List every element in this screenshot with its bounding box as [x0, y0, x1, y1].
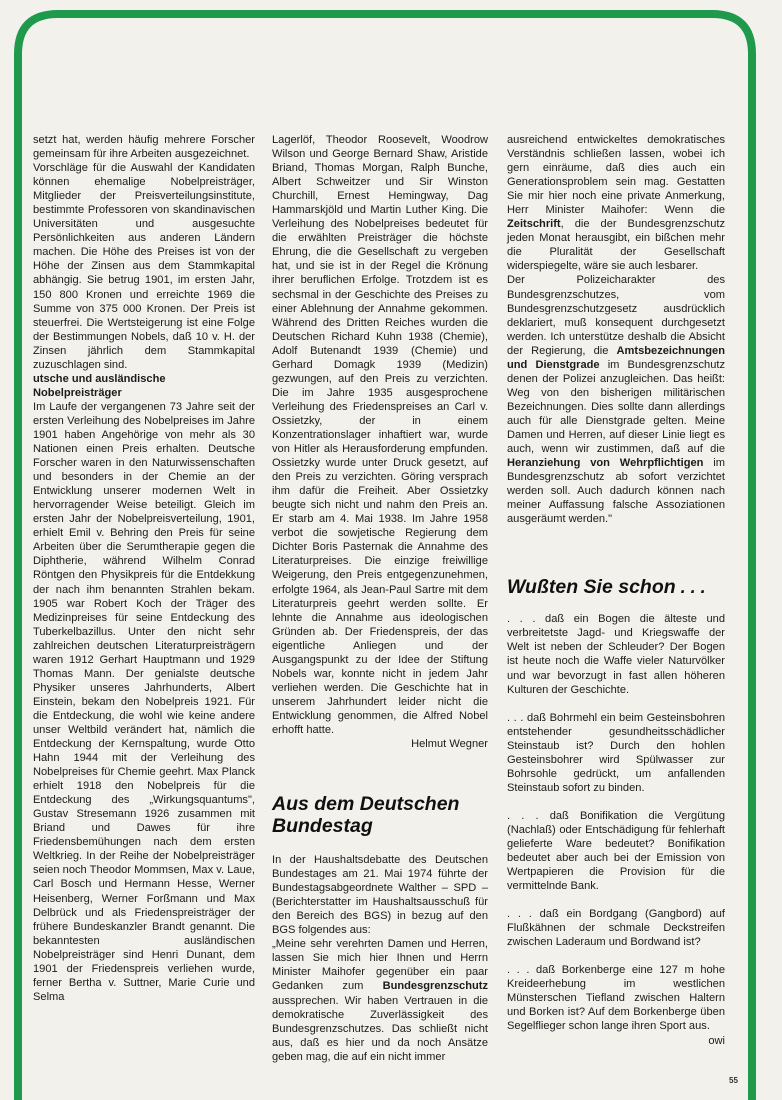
- author-name: Helmut Wegner: [411, 738, 488, 751]
- subheading-nobel-laureates: utsche und ausländische Nobelpreisträger: [33, 372, 166, 399]
- bold-term: Bundesgrenzschutz: [382, 980, 488, 993]
- signoff: owi: [708, 1034, 725, 1047]
- column-middle: [272, 133, 488, 1064]
- bold-term: Heranziehung von Wehrpflichtigen: [507, 457, 704, 470]
- text-run: , die der Bundesgrenzschutz jeden Monat herausgibt, ein bißchen mehr die Pluralität der Gesellschaft widerspiegelte, wäre sie auch lesbarer.: [507, 218, 725, 273]
- paragraph: [272, 937, 488, 1063]
- text-run: Der Polizeicharakter des Bundesgrenzschutzes, vom Bundesgrenzschutzgesetz ausdrücklich deklariert, muß konsequent durchgesetzt werden. Ich unterstütze deshalb die Absicht der Regierung, die: [507, 274, 725, 357]
- column-left: [33, 133, 255, 1004]
- section-title-text: Wußten Sie schon: [507, 576, 676, 599]
- section-title-bundestag: Aus dem Deutschen Bundestag: [272, 793, 460, 838]
- section-title-dots: . . .: [675, 577, 706, 598]
- page-number: 55: [729, 1076, 738, 1085]
- section-title-wussten-sie-schon: [507, 576, 725, 598]
- fact-item: . . . daß ein Bogen die älteste und verbreitetste Jagd- und Kriegswaffe der Welt ist neben der Schleuder? Der Bogen ist heute noch die Waffe vieler Naturvölker und war bevorzugt in fast allen höheren Kulturen der Geschichte.: [507, 613, 725, 696]
- text-run: „Meine sehr verehrten Damen und Herren, lassen Sie mich hier Ihnen und Herrn Minister Maihofer gegenüber ein paar Gedanken zum: [272, 938, 488, 993]
- paragraph: setzt hat, werden häufig mehrere Forscher gemeinsam für ihre Arbeiten ausgezeichnet.: [33, 134, 255, 161]
- column-right: [507, 133, 725, 1048]
- fact-item: . . . daß ein Bordgang (Gangbord) auf Flußkähnen der schmale Deckstreifen zwischen Laderaum und Bordwand ist?: [507, 908, 725, 949]
- paragraph: Vorschläge für die Auswahl der Kandidaten können ehemalige Nobelpreisträger, Mitglieder der Preisverteilungsinstitute, bestimmte Professoren von skandinavischen Universitäten und ausgesuchte Persönlichkeiten aus anderen Ländern machen. Die Höhe des Preises ist von der Höhe der Zinsen aus dem Stammkapital abhängig. Sie betrug 1901, im ersten Jahr, 150 800 Kronen und erreichte 1969 die Summe von 375 000 Kronen. Der Preis ist steuerfrei. Die Wertsteigerung ist eine Folge der Bestimmungen Nobels, daß 10 v. H. der Zinsen jährlich dem Stammkapital zuzuschlagen sind.: [33, 162, 255, 371]
- paragraph: [507, 133, 725, 273]
- bold-term: Zeitschrift: [507, 218, 561, 231]
- paragraph: [507, 273, 725, 526]
- text-run: aussprechen. Wir haben Vertrauen in die demokratische Zuverlässigkeit des Bundesgrenzschutzes. Das schließt nicht aus, daß es hier und da noch Ansätze geben mag, die auf ein nicht immer: [272, 994, 488, 1063]
- paragraph: In der Haushaltsdebatte des Deutschen Bundestages am 21. Mai 1974 führte der Bundestagsabgeordnete Walther – SPD – (Berichterstatter im Haushaltsausschuß für den Bereich des BGS) in bezug auf den BGS folgendes aus:: [272, 854, 488, 937]
- paragraph: Im Laufe der vergangenen 73 Jahre seit der ersten Verleihung des Nobelpreises im Jahre 1901 haben Angehörige von mehr als 30 Nationen einen Preis erhalten. Deutsche Forscher waren in den Naturwissenschaften und besonders in der Chemie an der Entwicklung unserer modernen Welt in hervorragender Weise beteiligt. Gleich im ersten Jahr der Nobelpreisverteilung, 1901, erhielt Emil v. Behring den Preis für seine Arbeiten über die Serumtherapie gegen die Diphtherie, während Wilhelm Conrad Röntgen den Physikpreis für die Entdekkung der nach ihm benannten Strahlen bekam. 1905 war Robert Koch der Träger des Medizinpreises für seine Entdeckung des Tuberkelbazillus. Unter den nicht sehr zahlreichen deutschen Literaturpreisträgern waren 1912 Gerhart Hauptmann und 1929 Thomas Mann. Der genialste deutsche Physiker unseres Jahrhunderts, Albert Einstein, bekam den Nobelpreis 1921. Für die Entdeckung, die wohl wie keine andere unser Weltbild verändert hat, nämlich die Entdeckung der Kernspaltung, wurde Otto Hahn 1944 mit der Verleihung des Nobelpreises für Chemie geehrt. Max Planck erhielt 1918 den Nobelpreis für die Entdeckung des „Wirkungsquantums", Gustav Stresemann 1926 zusammen mit Briand und Dawes für ihre Friedensbemühungen nach dem ersten Weltkrieg. In der Reihe der Nobelpreisträger seien noch Theodor Mommsen, Max v. Laue, Carl Bosch und Hermann Hesse, Werner Heisenberg, Werner Forßmann und Max Delbrück und als Friedenspreisträger der frühere Bundeskanzler Brandt genannt. Die bekanntesten ausländischen Nobelpreisträger sind Henri Dunant, dem 1901 der Friedenspreis verliehen wurde, ferner Bertha v. Suttner, Marie Curie und Selma: [33, 400, 255, 1003]
- text-run: im Bundesgrenzschutz denen der Polizei anzugleichen. Das heißt: Weg von den bisherigen militärischen Bezeichnungen. Dies sollte dann allerdings auch für alle Dienstgrade gelten. Meine Damen und Herren, auf dieser Linie liegt es auch, wenn wir zustimmen, daß auf die: [507, 358, 725, 456]
- fact-item: . . . daß Bonifikation die Vergütung (Nachlaß) oder Entschädigung für fehlerhaft gelieferte Ware bedeutet? Bonifikation bedeutet aber auch bei der Emission von Wertpapieren die Provision für die vermittelnde Bank.: [507, 809, 725, 893]
- fact-item: . . . daß Borkenberge eine 127 m hohe Kreideerhebung im westlichen Münsterschen Tiefland zwischen Haltern und Borken ist? Auf dem Borkenberge üben Segelflieger schon lange ihren Sport aus.: [507, 964, 725, 1033]
- text-run: ausreichend entwickeltes demokratisches Verständnis schließen lassen, wobei ich gern einräume, daß dies auch ein Generationsproblem sein mag. Gestatten Sie mir hier noch eine private Anmerkung, Herr Minister Maihofer: Wenn die: [507, 134, 725, 217]
- fact-item: . . . daß Bohrmehl ein beim Gesteinsbohren entstehender gesundheitsschädlicher Steinstaub ist? Durch den hohlen Gesteinsbohrer wird Spülwasser zur Bohrsohle gedrückt, um anfallenden Steinstaub sofort zu binden.: [507, 711, 725, 794]
- text-run: im Bundesgrenzschutz ab sofort verzichtet werden soll. Auch dadurch können nach meiner Auffassung falsche Assoziationen ausgeräumt werden.": [507, 457, 725, 526]
- paragraph: Lagerlöf, Theodor Roosevelt, Woodrow Wilson und George Bernard Shaw, Aristide Briand, Thomas Morgan, Ralph Bunche, Albert Schweitzer und Sir Winston Churchill, Ernest Hemingway, Dag Hammarskjöld und Martin Luther King. Die Verleihung des Nobelpreises bedeutet für die erwählten Preisträger die höchste Ehrung, die die Gesellschaft zu vergeben hat, und sie ist in der Regel die Krönung ihrer beruflichen Erfolge. Trotzdem ist es sechsmal in der Geschichte des Preises zu einer Ablehnung der Annahme gekommen. Während des Dritten Reiches wurden die Deutschen Richard Kuhn 1938 (Chemie), Adolf Butenandt 1939 (Chemie) und Gerhard Domagk 1939 (Medizin) gezwungen, auf den Preis zu verzichten. Die im Jahre 1935 ausgesprochene Verleihung des Friedenspreises an Carl v. Ossietzky, der in einem Konzentrationslager inhaftiert war, wurde von Hitler als Herausforderung empfunden. Ossietzky wurde unter Druck gesetzt, auf den Preis zu verzichten. Göring versprach ihm dafür die Freiheit. Aber Ossietzky beugte sich nicht und nahm den Preis an. Er starb am 4. Mai 1938. Im Jahre 1958 verbot die sowjetische Regierung dem Dichter Boris Pasternak die Annahme des Literaturpreises. Die einzige freiwillige Weigerung, den Preis entgegenzunehmen, erfolgte 1964, als Jean-Paul Sartre mit dem Literaturpreis geehrt werden sollte. Er lehnte die Annahme aus ideologischen Gründen ab. Der Friedenspreis, der das eigentliche Anliegen und der Ausgangspunkt zu der Idee der Stiftung Nobels war, konnte nicht in jedem Jahr verliehen werden. Die Geschichte hat in unserem Jahrhundert leider nicht die Entwicklung genommen, die Alfred Nobel erhofft hatte.: [272, 134, 488, 736]
- bold-term: Amtsbezeichnungen und Dienstgrade: [507, 344, 725, 371]
